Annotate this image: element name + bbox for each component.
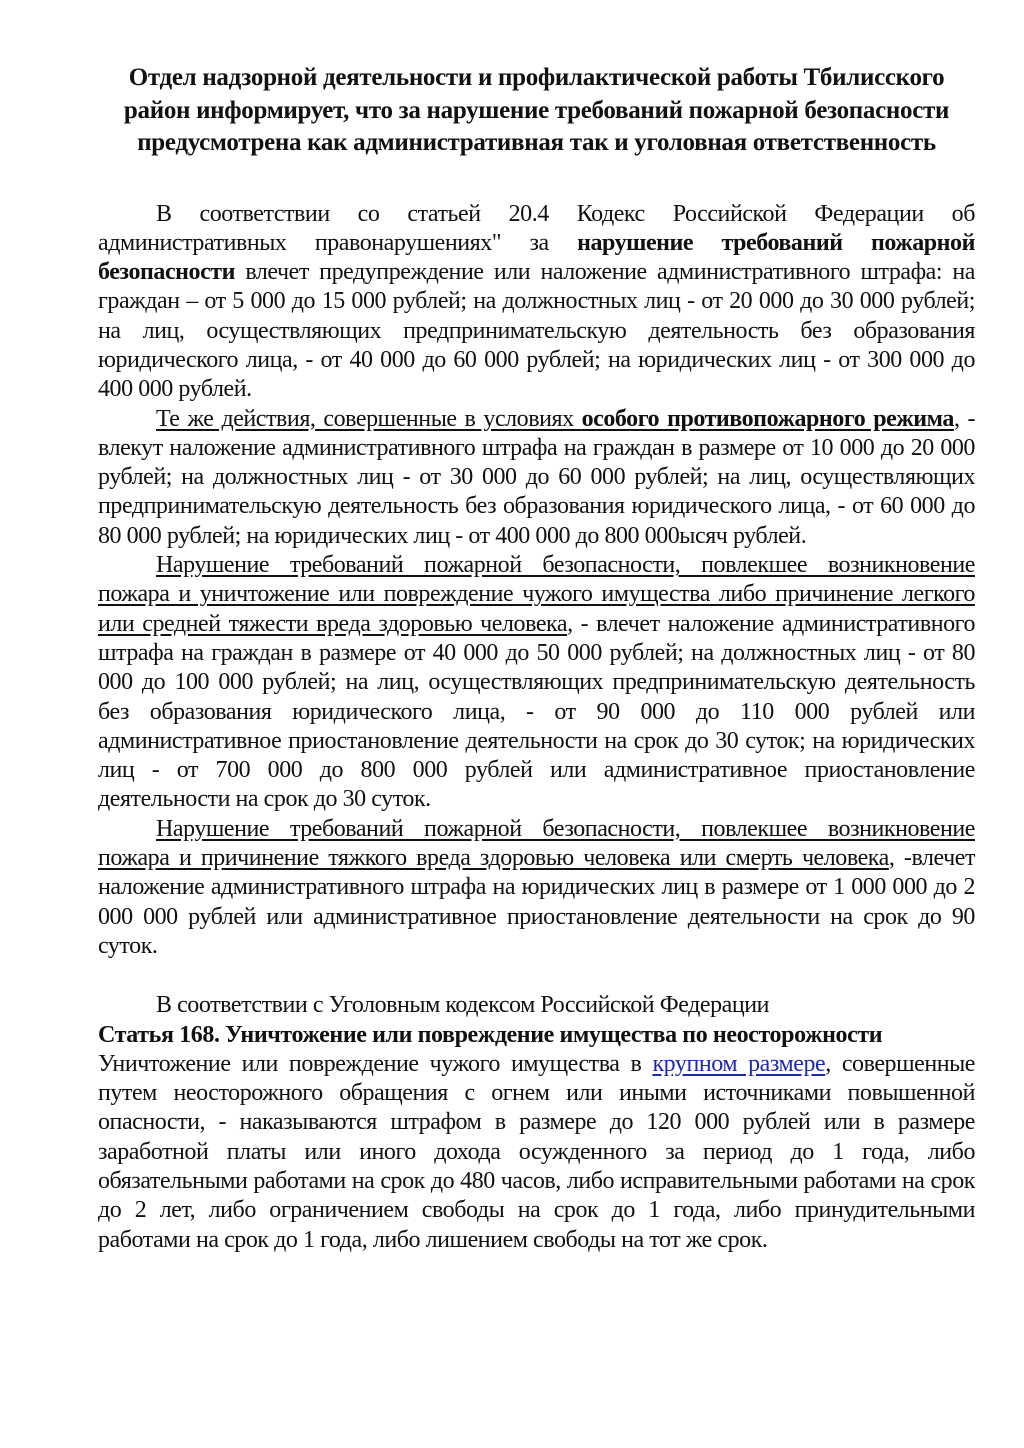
bold-phrase: нарушение требований пожарной безопасности xyxy=(98,229,975,286)
spacer xyxy=(98,961,975,991)
paragraph-text: , -влечет наложение административного штрафа на юридических лиц в размере от 1 000 000 до 2 000 000 рублей или административное приостановление деятельности на срок до 90 суток. xyxy=(98,845,976,959)
underlined-phrase: Те же действия, совершенные в условиях xyxy=(156,405,582,432)
paragraph-text: , - влекут наложение административного штрафа на граждан в размере от 10 000 до 20 000 рублей; на должностных лиц - от 30 000 до 60 000 рублей; на лиц, осуществляющих предпринимательскую деятельность без образования юридического лица, - от 60 000 до 80 000 рублей; на юридических лиц - от 400 000 до 800 000ысяч рублей. xyxy=(98,405,975,549)
paragraph-text: , совершенные путем неосторожного обращения с огнем или иными источниками повышенной опасности, - наказываются штрафом в размере до 120 000 рублей или в размере заработной платы или иного дохода осужденного за период до 1 года, либо обязательными работами на срок до 480 часов, либо исправительными работами на срок до 2 лет, либо ограничением свободы на срок до 1 года, либо принудительными работами на срок до 1 года, либо лишением свободы на тот же срок. xyxy=(98,1050,975,1253)
document-page xyxy=(98,62,975,1255)
paragraph-text: , - влечет наложение административного штрафа на граждан в размере от 40 000 до 50 000 рублей; на должностных лиц - от 80 000 до 100 000 рублей; на лиц, осуществляющих предпринимательскую деятельность без образования юридического лица, - от 90 000 до 110 000 рублей или административное приостановление деятельности на срок до 30 суток; на юридических лиц - от 700 000 до 800 000 рублей или административное приостановление деятельности на срок до 30 суток. xyxy=(98,610,975,813)
underlined-phrase: Нарушение требований пожарной безопасности, повлекшее возникновение пожара и уничтожение или повреждение чужого имущества либо причинение легкого или средней тяжести вреда здоровью человека xyxy=(98,552,975,637)
paragraph-special-fire-regime xyxy=(98,405,975,551)
paragraph-text: влечет предупреждение или наложение административного штрафа: на граждан – от 5 000 до 15 000 рублей; на должностных лиц - от 20 000 до 30 000 рублей; на лиц, осуществляющих предпринимательскую деятельность без образования юридического лица, - от 40 000 до 60 000 рублей; на юридических лиц - от 300 000 до 400 000 рублей. xyxy=(98,259,975,403)
underlined-phrase: Нарушение требований пожарной безопасности, повлекшее возникновение пожара и причинение тяжкого вреда здоровью человека или смерть человека xyxy=(98,815,975,872)
large-amount-link[interactable]: крупном размере xyxy=(652,1050,826,1077)
paragraph-text: Уничтожение или повреждение чужого имущества в xyxy=(98,1050,653,1077)
paragraph-fire-light-harm xyxy=(98,551,975,815)
article-168-body xyxy=(98,1050,975,1255)
paragraph-article-20-4 xyxy=(98,200,975,405)
criminal-liability-section xyxy=(98,991,975,1255)
document-title: Отдел надзорной деятельности и профилактической работы Тбилисского район информирует, что за нарушение требований пожарной безопасности предусмотрена как административная так и уголовная ответственность xyxy=(123,64,950,156)
spacer xyxy=(98,160,975,200)
paragraph-fire-grave-harm xyxy=(98,815,975,961)
paragraph-text: В соответствии со статьей 20.4 Кодекс Российской Федерации об административных правонарушениях" за xyxy=(98,200,975,256)
underlined-bold-phrase: особого противопожарного режима xyxy=(581,405,954,432)
article-168-heading: Статья 168. Уничтожение или повреждение имущества по неосторожности xyxy=(98,1021,883,1048)
administrative-liability-section xyxy=(98,200,975,962)
criminal-code-intro: В соответствии с Уголовным кодексом Российской Федерации xyxy=(156,992,770,1019)
